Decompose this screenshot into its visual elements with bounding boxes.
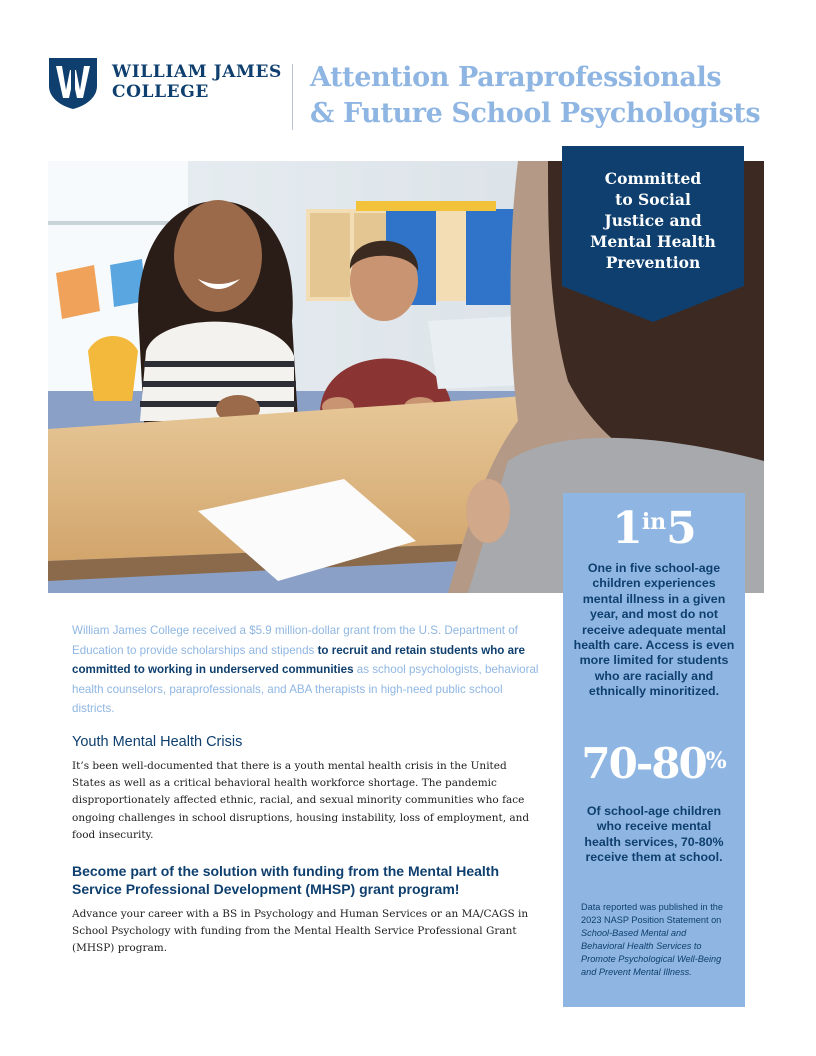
section2-heading: Become part of the solution with funding from the Mental Health Service Professional Development (MHSP) grant program! (72, 863, 499, 897)
stat-one-in-five (563, 503, 745, 554)
intro-emphasis: to recruit and retain students who are committed to working in underserved communities (72, 643, 525, 677)
banner-line: to Social (615, 190, 691, 209)
intro-part-2: as school psychologists, behavioral health counselors, paraprofessionals, and ABA therapists in high-need public school districts. (72, 663, 539, 716)
banner-line: Committed (604, 169, 702, 188)
intro-paragraph (72, 621, 542, 719)
banner-line: Prevention (605, 253, 701, 272)
stats-panel (563, 493, 745, 1007)
section2-body: Advance your career with a BS in Psychology and Human Services or an MA/CAGS in School Psychology with funding from the Mental Health Service Professional Grant (MHSP) program. (72, 908, 529, 955)
banner-line: Justice and (604, 211, 702, 230)
banner-text (562, 168, 744, 273)
page-headline (310, 60, 790, 132)
section1-heading: Youth Mental Health Crisis (72, 734, 243, 750)
stat1-description: One in five school-age children experiences mental illness in a given year, and most do not receive adequate mental health care. Access is even more limited for students who are racially and ethnically minoritized. (573, 561, 735, 699)
college-shield-logo (47, 56, 99, 110)
stat2-description: Of school-age children who receive mental health services, 70-80% receive them at school. (584, 804, 724, 865)
section1-body: It’s been well-documented that there is a youth mental health crisis in the United States as well as a critical behavioral health workforce shortage. The pandemic disproportionately affected ethnic, racial, and sexual minority communities who face ongoing challenges in school disruptions, housing instability, loss of employment, and food insecurity. (72, 760, 530, 841)
stat1-number-a: 1 (612, 503, 642, 554)
source-note-title: School-Based Mental and Behavioral Health Services to Promote Psychological Well-Being and Prevent Mental Illness. (581, 928, 722, 977)
logo-line-1: WILLIAM JAMES (112, 62, 282, 82)
source-note-text: Data reported was published in the 2023 NASP Position Statement on (581, 902, 723, 925)
stat2-number: 70-80 (581, 739, 706, 788)
stat1-number-mid: in (641, 509, 667, 535)
intro-part-1: William James College received a $5.9 million-dollar grant from the U.S. Department of Education to provide scholarships and stipends (72, 624, 518, 657)
logo-line-2: COLLEGE (112, 82, 209, 102)
college-wordmark (112, 62, 282, 102)
stat1-number-b: 5 (666, 503, 696, 554)
headline-line-2: & Future School Psychologists (310, 98, 761, 129)
stat2-percent: % (705, 748, 727, 774)
stat-seventy-eighty (563, 739, 745, 788)
banner-line: Mental Health (590, 232, 716, 251)
headline-line-1: Attention Paraprofessionals (310, 62, 722, 93)
mission-banner (562, 146, 744, 322)
source-note (581, 901, 731, 979)
header-divider (292, 64, 293, 130)
